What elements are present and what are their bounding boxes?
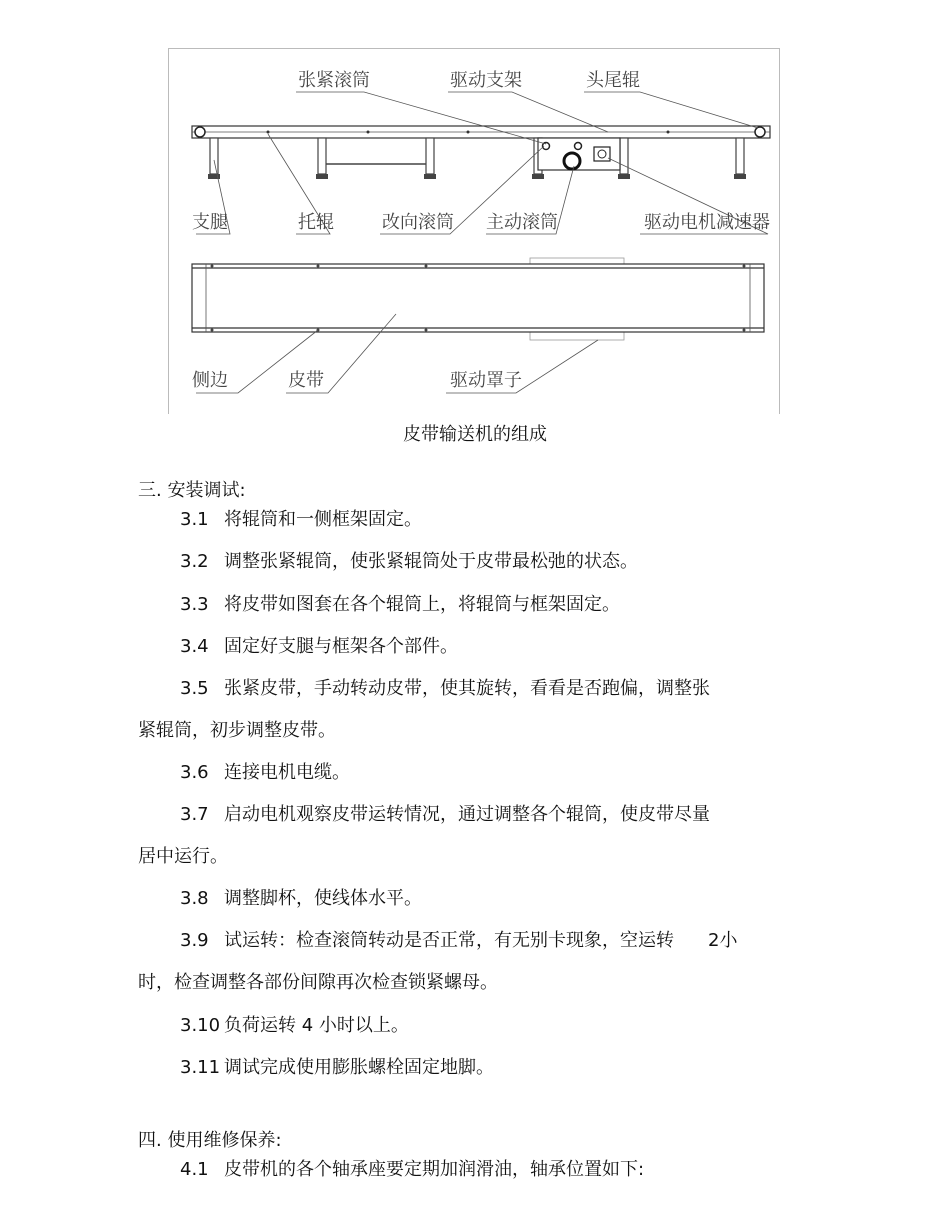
item-number: 4.1 bbox=[180, 1159, 209, 1180]
item-number: 3.5 bbox=[180, 678, 209, 699]
item-text-tail: 2小 bbox=[708, 930, 738, 951]
label-tension-drum: 张紧滚筒 bbox=[298, 70, 370, 91]
list-item bbox=[180, 800, 710, 826]
conveyor-diagram bbox=[168, 48, 780, 414]
item-number: 3.9 bbox=[180, 930, 209, 951]
list-item bbox=[180, 1155, 644, 1181]
label-leg: 支腿 bbox=[192, 212, 228, 233]
item-text: 固定好支腿与框架各个部件。 bbox=[224, 636, 458, 657]
item-number: 3.2 bbox=[180, 551, 209, 572]
label-belt: 皮带 bbox=[288, 370, 324, 391]
item-text: 皮带机的各个轴承座要定期加润滑油，轴承位置如下: bbox=[224, 1159, 645, 1180]
item-number: 3.7 bbox=[180, 804, 209, 825]
label-drive-cover: 驱动罩子 bbox=[450, 370, 522, 391]
label-drive-drum: 主动滚筒 bbox=[486, 212, 558, 233]
item-number: 3.8 bbox=[180, 888, 209, 909]
item-text: 将皮带如图套在各个辊筒上，将辊筒与框架固定。 bbox=[224, 594, 620, 615]
label-side: 侧边 bbox=[192, 370, 228, 391]
list-item bbox=[180, 632, 458, 658]
list-item bbox=[180, 758, 350, 784]
item-number: 3.11 bbox=[180, 1057, 221, 1078]
list-item bbox=[180, 1011, 409, 1037]
item-text: 连接电机电缆。 bbox=[224, 762, 350, 783]
label-drive-bracket: 驱动支架 bbox=[450, 70, 522, 91]
figure-caption: 皮带输送机的组成 bbox=[403, 424, 547, 445]
section-heading: 四. 使用维修保养: bbox=[138, 1130, 282, 1151]
list-item bbox=[180, 884, 422, 910]
list-item bbox=[180, 674, 710, 700]
list-item bbox=[180, 590, 620, 616]
item-number: 3.10 bbox=[180, 1015, 221, 1036]
item-text: 将辊筒和一侧框架固定。 bbox=[224, 509, 422, 530]
top-view bbox=[192, 258, 764, 340]
label-motor-reducer: 驱动电机减速器 bbox=[644, 212, 770, 233]
side-view bbox=[192, 126, 770, 179]
label-bend-drum: 改向滚筒 bbox=[382, 212, 454, 233]
conveyor-diagram-svg bbox=[168, 48, 780, 414]
list-item bbox=[180, 547, 638, 573]
item-number: 3.3 bbox=[180, 594, 209, 615]
label-idler: 托辊 bbox=[298, 212, 334, 233]
item-text: 调整张紧辊筒，使张紧辊筒处于皮带最松弛的状态。 bbox=[224, 551, 638, 572]
label-head-tail-roller: 头尾辊 bbox=[586, 70, 640, 91]
item-text: 试运转：检查滚筒转动是否正常，有无别卡现象，空运转 bbox=[224, 930, 674, 951]
item-text: 张紧皮带，手动转动皮带，使其旋转，看看是否跑偏，调整张 bbox=[224, 678, 710, 699]
item-text: 调试完成使用膨胀螺栓固定地脚。 bbox=[224, 1057, 494, 1078]
list-item bbox=[180, 505, 422, 531]
item-number: 3.1 bbox=[180, 509, 209, 530]
item-continuation: 紧辊筒，初步调整皮带。 bbox=[138, 720, 336, 741]
item-continuation: 时，检查调整各部份间隙再次检查锁紧螺母。 bbox=[138, 972, 498, 993]
item-number: 3.4 bbox=[180, 636, 209, 657]
list-item bbox=[180, 1053, 494, 1079]
section-heading: 三. 安装调试: bbox=[138, 480, 246, 501]
item-text: 调整脚杯，使线体水平。 bbox=[224, 888, 422, 909]
item-text: 负荷运转 4 小时以上。 bbox=[224, 1015, 409, 1036]
item-continuation: 居中运行。 bbox=[138, 846, 228, 867]
item-text: 启动电机观察皮带运转情况，通过调整各个辊筒，使皮带尽量 bbox=[224, 804, 710, 825]
list-item bbox=[180, 926, 737, 952]
item-number: 3.6 bbox=[180, 762, 209, 783]
